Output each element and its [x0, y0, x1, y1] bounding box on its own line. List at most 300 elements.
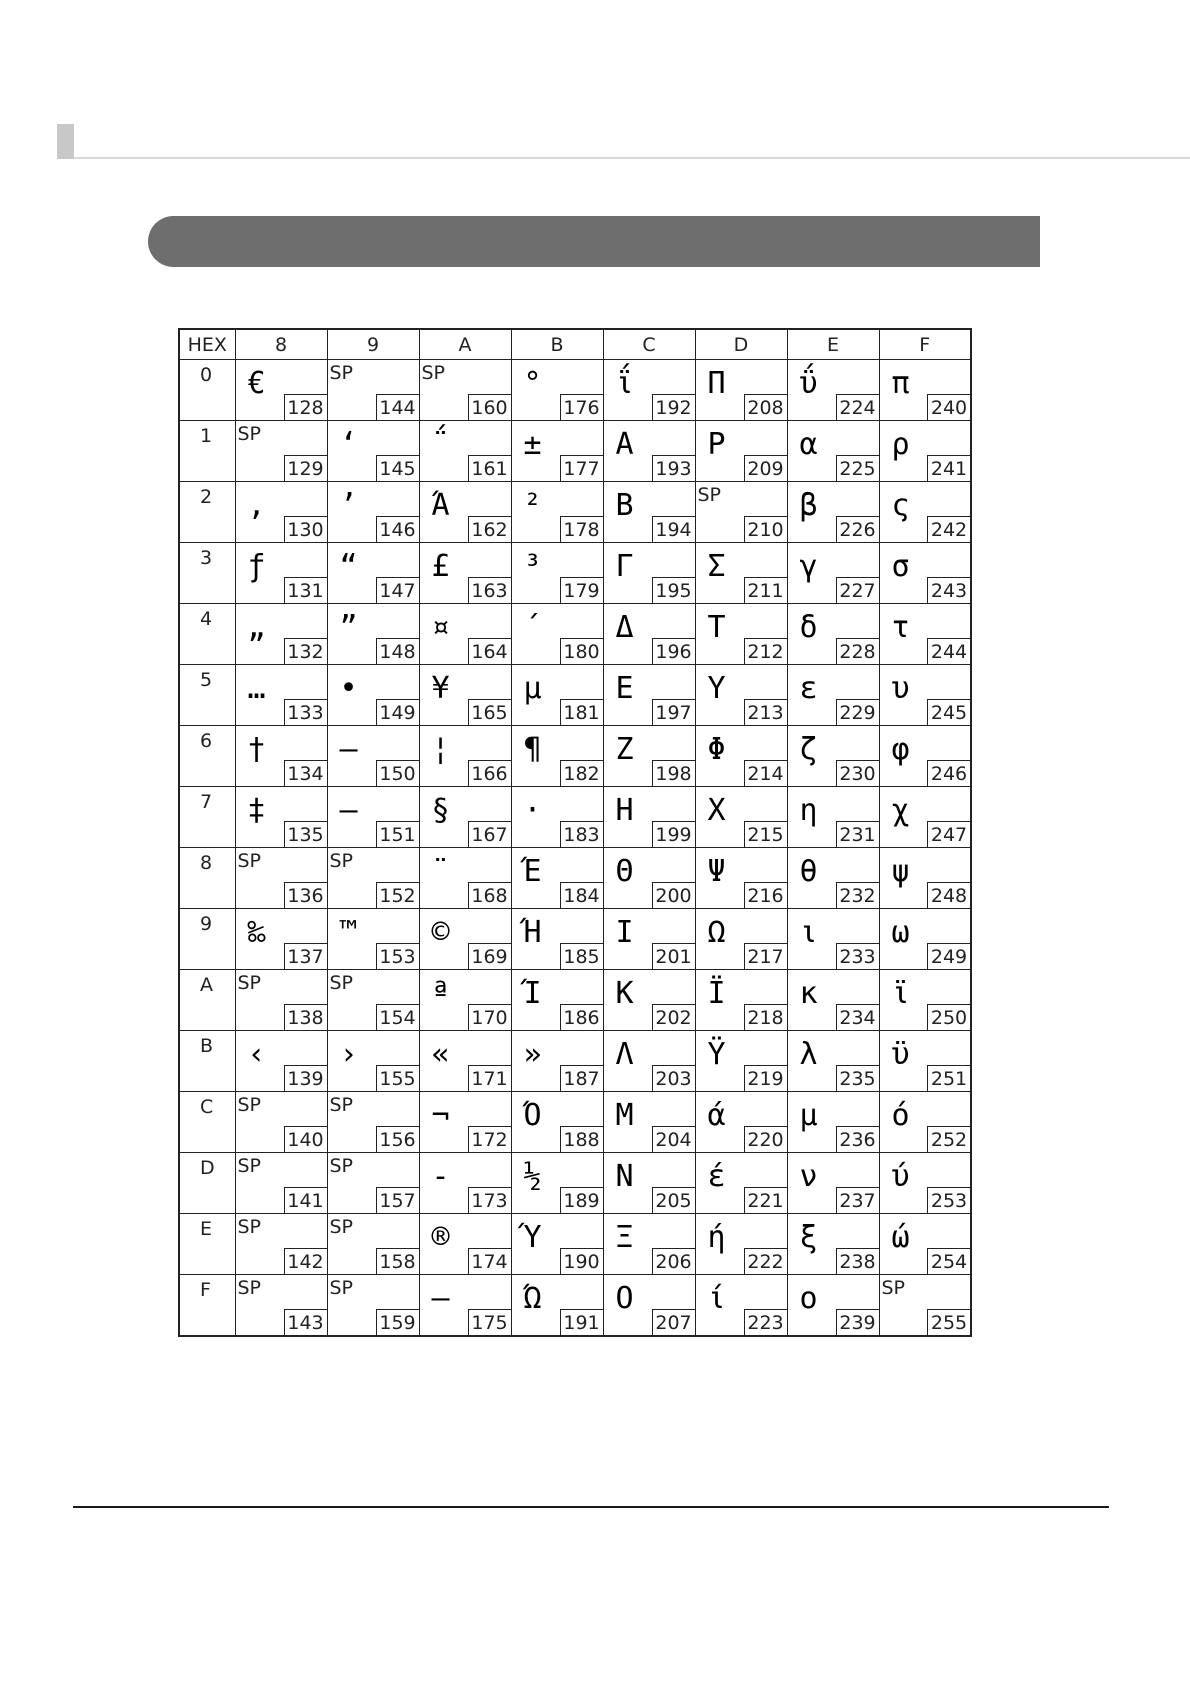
char-glyph: °	[523, 366, 542, 401]
decimal-code: 239	[836, 1309, 879, 1335]
char-glyph: ς	[891, 488, 910, 523]
decimal-code: 133	[284, 699, 327, 725]
decimal-code: 141	[284, 1187, 327, 1213]
char-cell	[327, 1092, 419, 1153]
decimal-code: 253	[927, 1187, 970, 1213]
char-cell	[787, 1031, 879, 1092]
char-glyph: Φ	[707, 732, 726, 767]
char-cell	[879, 1031, 971, 1092]
space-label: SP	[329, 850, 354, 872]
char-cell	[603, 360, 695, 421]
decimal-code: 218	[744, 1004, 787, 1030]
decimal-code: 160	[468, 394, 511, 420]
decimal-code: 144	[376, 394, 419, 420]
char-cell	[879, 421, 971, 482]
decimal-code: 176	[560, 394, 603, 420]
char-glyph: Λ	[615, 1037, 634, 1072]
char-cell	[327, 1031, 419, 1092]
char-glyph: ΐ	[615, 366, 634, 401]
char-glyph: Β	[615, 488, 634, 523]
table-row	[179, 543, 971, 604]
char-glyph: Ψ	[707, 854, 726, 889]
char-cell	[695, 1031, 787, 1092]
char-cell	[235, 1214, 327, 1275]
char-glyph: ¶	[523, 732, 542, 767]
char-glyph: „	[247, 610, 266, 645]
decimal-code: 185	[560, 943, 603, 969]
column-header: E	[787, 329, 879, 360]
char-glyph: ΅	[431, 427, 450, 462]
char-glyph: ΄	[523, 610, 542, 645]
space-label: SP	[237, 1094, 262, 1116]
column-header: B	[511, 329, 603, 360]
decimal-code: 221	[744, 1187, 787, 1213]
char-glyph: ε	[799, 671, 818, 706]
char-cell	[603, 848, 695, 909]
decimal-code: 211	[744, 577, 787, 603]
char-glyph: ΰ	[799, 366, 818, 401]
char-glyph: η	[799, 793, 818, 828]
row-header: 4	[179, 604, 235, 665]
decimal-code: 238	[836, 1248, 879, 1274]
column-header: C	[603, 329, 695, 360]
row-header: 2	[179, 482, 235, 543]
char-cell	[511, 1031, 603, 1092]
decimal-code: 146	[376, 516, 419, 542]
row-header: 5	[179, 665, 235, 726]
table-row	[179, 848, 971, 909]
char-glyph: Α	[615, 427, 634, 462]
decimal-code: 158	[376, 1248, 419, 1274]
char-glyph: ζ	[799, 732, 818, 767]
char-cell	[327, 726, 419, 787]
decimal-code: 205	[652, 1187, 695, 1213]
decimal-code: 254	[927, 1248, 970, 1274]
char-cell	[419, 1153, 511, 1214]
char-cell	[511, 665, 603, 726]
decimal-code: 129	[284, 455, 327, 481]
decimal-code: 223	[744, 1309, 787, 1335]
char-cell	[695, 909, 787, 970]
column-header: D	[695, 329, 787, 360]
char-cell	[235, 909, 327, 970]
decimal-code: 162	[468, 516, 511, 542]
char-glyph: ‰	[247, 915, 266, 950]
decimal-code: 196	[652, 638, 695, 664]
char-cell	[603, 1153, 695, 1214]
table-row	[179, 604, 971, 665]
decimal-code: 170	[468, 1004, 511, 1030]
char-glyph: €	[247, 366, 266, 401]
char-cell	[419, 1031, 511, 1092]
char-glyph: Ϋ	[707, 1037, 726, 1072]
char-glyph: ξ	[799, 1220, 818, 1255]
decimal-code: 243	[927, 577, 970, 603]
decimal-code: 222	[744, 1248, 787, 1274]
char-glyph: π	[891, 366, 910, 401]
char-glyph: ¥	[431, 671, 450, 706]
char-glyph: γ	[799, 549, 818, 584]
decimal-code: 139	[284, 1065, 327, 1091]
column-header: F	[879, 329, 971, 360]
char-cell	[787, 1214, 879, 1275]
decimal-code: 252	[927, 1126, 970, 1152]
char-cell	[603, 543, 695, 604]
decimal-code: 143	[284, 1309, 327, 1335]
space-label: SP	[881, 1277, 906, 1299]
char-cell	[695, 421, 787, 482]
column-header: 8	[235, 329, 327, 360]
char-cell	[603, 1275, 695, 1337]
char-glyph: ª	[431, 976, 450, 1011]
char-glyph: Δ	[615, 610, 634, 645]
decimal-code: 130	[284, 516, 327, 542]
row-header: 7	[179, 787, 235, 848]
decimal-code: 164	[468, 638, 511, 664]
char-cell	[879, 909, 971, 970]
char-glyph: λ	[799, 1037, 818, 1072]
char-cell	[511, 604, 603, 665]
char-glyph: ν	[799, 1159, 818, 1194]
char-cell	[787, 909, 879, 970]
decimal-code: 156	[376, 1126, 419, 1152]
decimal-code: 169	[468, 943, 511, 969]
decimal-code: 226	[836, 516, 879, 542]
char-glyph: ³	[523, 549, 542, 584]
char-glyph: ’	[339, 488, 358, 523]
decimal-code: 135	[284, 821, 327, 847]
char-cell	[327, 848, 419, 909]
char-cell	[879, 1214, 971, 1275]
char-glyph: …	[247, 671, 266, 706]
decimal-code: 154	[376, 1004, 419, 1030]
char-glyph: Ε	[615, 671, 634, 706]
char-glyph: Ί	[523, 976, 542, 1011]
decimal-code: 197	[652, 699, 695, 725]
char-glyph: ‹	[247, 1037, 266, 1072]
char-glyph: ²	[523, 488, 542, 523]
decimal-code: 232	[836, 882, 879, 908]
decimal-code: 148	[376, 638, 419, 664]
char-cell	[787, 1092, 879, 1153]
decimal-code: 195	[652, 577, 695, 603]
decimal-code: 179	[560, 577, 603, 603]
decimal-code: 159	[376, 1309, 419, 1335]
char-glyph: δ	[799, 610, 818, 645]
char-glyph: χ	[891, 793, 910, 828]
decimal-code: 250	[927, 1004, 970, 1030]
decimal-code: 151	[376, 821, 419, 847]
char-cell	[787, 848, 879, 909]
section-marker	[57, 124, 74, 159]
char-cell	[879, 665, 971, 726]
decimal-code: 210	[744, 516, 787, 542]
character-code-table	[178, 328, 972, 1337]
char-glyph: ρ	[891, 427, 910, 462]
decimal-code: 229	[836, 699, 879, 725]
space-label: SP	[237, 1216, 262, 1238]
decimal-code: 228	[836, 638, 879, 664]
char-cell	[511, 787, 603, 848]
space-label: SP	[329, 362, 354, 384]
char-cell	[419, 726, 511, 787]
char-glyph: ϋ	[891, 1037, 910, 1072]
table-row	[179, 360, 971, 421]
char-glyph: φ	[891, 732, 910, 767]
char-cell	[511, 421, 603, 482]
decimal-code: 240	[927, 394, 970, 420]
decimal-code: 145	[376, 455, 419, 481]
decimal-code: 220	[744, 1126, 787, 1152]
char-cell	[419, 604, 511, 665]
decimal-code: 192	[652, 394, 695, 420]
table-row	[179, 482, 971, 543]
char-glyph: Ώ	[523, 1281, 542, 1316]
decimal-code: 244	[927, 638, 970, 664]
char-cell	[235, 543, 327, 604]
char-cell	[327, 360, 419, 421]
char-cell	[235, 1153, 327, 1214]
char-cell	[419, 970, 511, 1031]
decimal-code: 206	[652, 1248, 695, 1274]
char-cell	[695, 665, 787, 726]
decimal-code: 181	[560, 699, 603, 725]
char-cell	[879, 1153, 971, 1214]
char-cell	[235, 360, 327, 421]
char-cell	[511, 848, 603, 909]
decimal-code: 132	[284, 638, 327, 664]
char-glyph: Ύ	[523, 1220, 542, 1255]
decimal-code: 230	[836, 760, 879, 786]
char-glyph: κ	[799, 976, 818, 1011]
row-header: 8	[179, 848, 235, 909]
char-cell	[879, 604, 971, 665]
decimal-code: 235	[836, 1065, 879, 1091]
char-cell	[695, 970, 787, 1031]
char-cell	[879, 848, 971, 909]
row-header: F	[179, 1275, 235, 1337]
decimal-code: 177	[560, 455, 603, 481]
char-glyph: Ά	[431, 488, 450, 523]
row-header: 1	[179, 421, 235, 482]
row-header: C	[179, 1092, 235, 1153]
char-cell	[419, 665, 511, 726]
decimal-code: 187	[560, 1065, 603, 1091]
decimal-code: 138	[284, 1004, 327, 1030]
decimal-code: 142	[284, 1248, 327, 1274]
decimal-code: 201	[652, 943, 695, 969]
decimal-code: 180	[560, 638, 603, 664]
char-glyph: —	[339, 793, 358, 828]
decimal-code: 193	[652, 455, 695, 481]
char-glyph: Ο	[615, 1281, 634, 1316]
char-cell	[603, 665, 695, 726]
char-cell	[695, 543, 787, 604]
decimal-code: 236	[836, 1126, 879, 1152]
char-glyph: Ι	[615, 915, 634, 950]
row-header: 3	[179, 543, 235, 604]
char-cell	[235, 1275, 327, 1337]
char-glyph: ±	[523, 427, 542, 462]
char-glyph: Κ	[615, 976, 634, 1011]
char-glyph: μ	[799, 1098, 818, 1133]
char-glyph: ψ	[891, 854, 910, 889]
char-cell	[879, 1092, 971, 1153]
char-cell	[419, 909, 511, 970]
char-glyph: ·	[523, 793, 542, 828]
footer-rule	[73, 1506, 1109, 1508]
decimal-code: 233	[836, 943, 879, 969]
decimal-code: 198	[652, 760, 695, 786]
decimal-code: 161	[468, 455, 511, 481]
char-glyph: θ	[799, 854, 818, 889]
char-cell	[327, 665, 419, 726]
decimal-code: 191	[560, 1309, 603, 1335]
char-glyph: Τ	[707, 610, 726, 645]
table-body	[179, 360, 971, 1337]
table-row	[179, 1153, 971, 1214]
char-cell	[879, 482, 971, 543]
char-cell	[235, 787, 327, 848]
char-cell	[419, 787, 511, 848]
char-glyph: ‚	[247, 488, 266, 523]
char-glyph: ›	[339, 1037, 358, 1072]
char-cell	[511, 970, 603, 1031]
decimal-code: 219	[744, 1065, 787, 1091]
char-cell	[327, 421, 419, 482]
char-cell	[695, 1153, 787, 1214]
char-cell	[511, 1153, 603, 1214]
char-cell	[695, 726, 787, 787]
space-label: SP	[329, 972, 354, 994]
decimal-code: 217	[744, 943, 787, 969]
decimal-code: 237	[836, 1187, 879, 1213]
decimal-code: 216	[744, 882, 787, 908]
char-glyph: ο	[799, 1281, 818, 1316]
char-glyph: ―	[431, 1281, 450, 1316]
column-header: A	[419, 329, 511, 360]
char-cell	[879, 787, 971, 848]
char-cell	[879, 1275, 971, 1337]
char-glyph: ¦	[431, 732, 450, 767]
char-glyph: Ζ	[615, 732, 634, 767]
char-glyph: ί	[707, 1281, 726, 1316]
decimal-code: 209	[744, 455, 787, 481]
decimal-code: 203	[652, 1065, 695, 1091]
char-cell	[695, 1275, 787, 1337]
char-glyph: Ν	[615, 1159, 634, 1194]
char-cell	[419, 360, 511, 421]
decimal-code: 225	[836, 455, 879, 481]
char-cell	[511, 543, 603, 604]
row-header: B	[179, 1031, 235, 1092]
char-cell	[327, 1214, 419, 1275]
char-glyph: Σ	[707, 549, 726, 584]
char-glyph: Θ	[615, 854, 634, 889]
table-row	[179, 1214, 971, 1275]
decimal-code: 255	[927, 1309, 970, 1335]
char-glyph: ¨	[431, 854, 450, 889]
decimal-code: 184	[560, 882, 603, 908]
char-cell	[419, 1214, 511, 1275]
char-cell	[695, 848, 787, 909]
char-cell	[603, 1092, 695, 1153]
table-row	[179, 1275, 971, 1337]
char-glyph: £	[431, 549, 450, 584]
char-glyph: ½	[523, 1159, 542, 1194]
char-cell	[603, 1031, 695, 1092]
decimal-code: 152	[376, 882, 419, 908]
decimal-code: 174	[468, 1248, 511, 1274]
char-glyph: »	[523, 1037, 542, 1072]
decimal-code: 241	[927, 455, 970, 481]
char-cell	[695, 787, 787, 848]
char-glyph: -	[431, 1159, 450, 1194]
char-glyph: µ	[523, 671, 542, 706]
decimal-code: 246	[927, 760, 970, 786]
decimal-code: 137	[284, 943, 327, 969]
char-cell	[327, 543, 419, 604]
row-header: A	[179, 970, 235, 1031]
char-cell	[695, 482, 787, 543]
table-header-row	[179, 329, 971, 360]
char-glyph: έ	[707, 1159, 726, 1194]
space-label: SP	[237, 1155, 262, 1177]
char-glyph: ύ	[891, 1159, 910, 1194]
char-glyph: Ή	[523, 915, 542, 950]
char-cell	[787, 421, 879, 482]
decimal-code: 224	[836, 394, 879, 420]
decimal-code: 199	[652, 821, 695, 847]
char-cell	[603, 604, 695, 665]
char-glyph: Χ	[707, 793, 726, 828]
space-label: SP	[329, 1216, 354, 1238]
decimal-code: 186	[560, 1004, 603, 1030]
space-label: SP	[697, 484, 722, 506]
char-cell	[511, 726, 603, 787]
decimal-code: 182	[560, 760, 603, 786]
char-cell	[787, 1275, 879, 1337]
decimal-code: 214	[744, 760, 787, 786]
char-glyph: ¤	[431, 610, 450, 645]
space-label: SP	[329, 1094, 354, 1116]
char-glyph: ι	[799, 915, 818, 950]
decimal-code: 134	[284, 760, 327, 786]
decimal-code: 173	[468, 1187, 511, 1213]
char-cell	[879, 543, 971, 604]
char-cell	[327, 482, 419, 543]
char-cell	[603, 787, 695, 848]
char-cell	[235, 421, 327, 482]
decimal-code: 150	[376, 760, 419, 786]
char-glyph: σ	[891, 549, 910, 584]
char-cell	[695, 360, 787, 421]
char-glyph: Η	[615, 793, 634, 828]
space-label: SP	[329, 1277, 354, 1299]
space-label: SP	[329, 1155, 354, 1177]
char-cell	[327, 604, 419, 665]
column-header: 9	[327, 329, 419, 360]
char-glyph: ™	[339, 915, 358, 950]
row-header: E	[179, 1214, 235, 1275]
decimal-code: 249	[927, 943, 970, 969]
char-glyph: Ω	[707, 915, 726, 950]
space-label: SP	[237, 972, 262, 994]
char-cell	[235, 604, 327, 665]
char-cell	[235, 726, 327, 787]
decimal-code: 242	[927, 516, 970, 542]
char-cell	[603, 421, 695, 482]
